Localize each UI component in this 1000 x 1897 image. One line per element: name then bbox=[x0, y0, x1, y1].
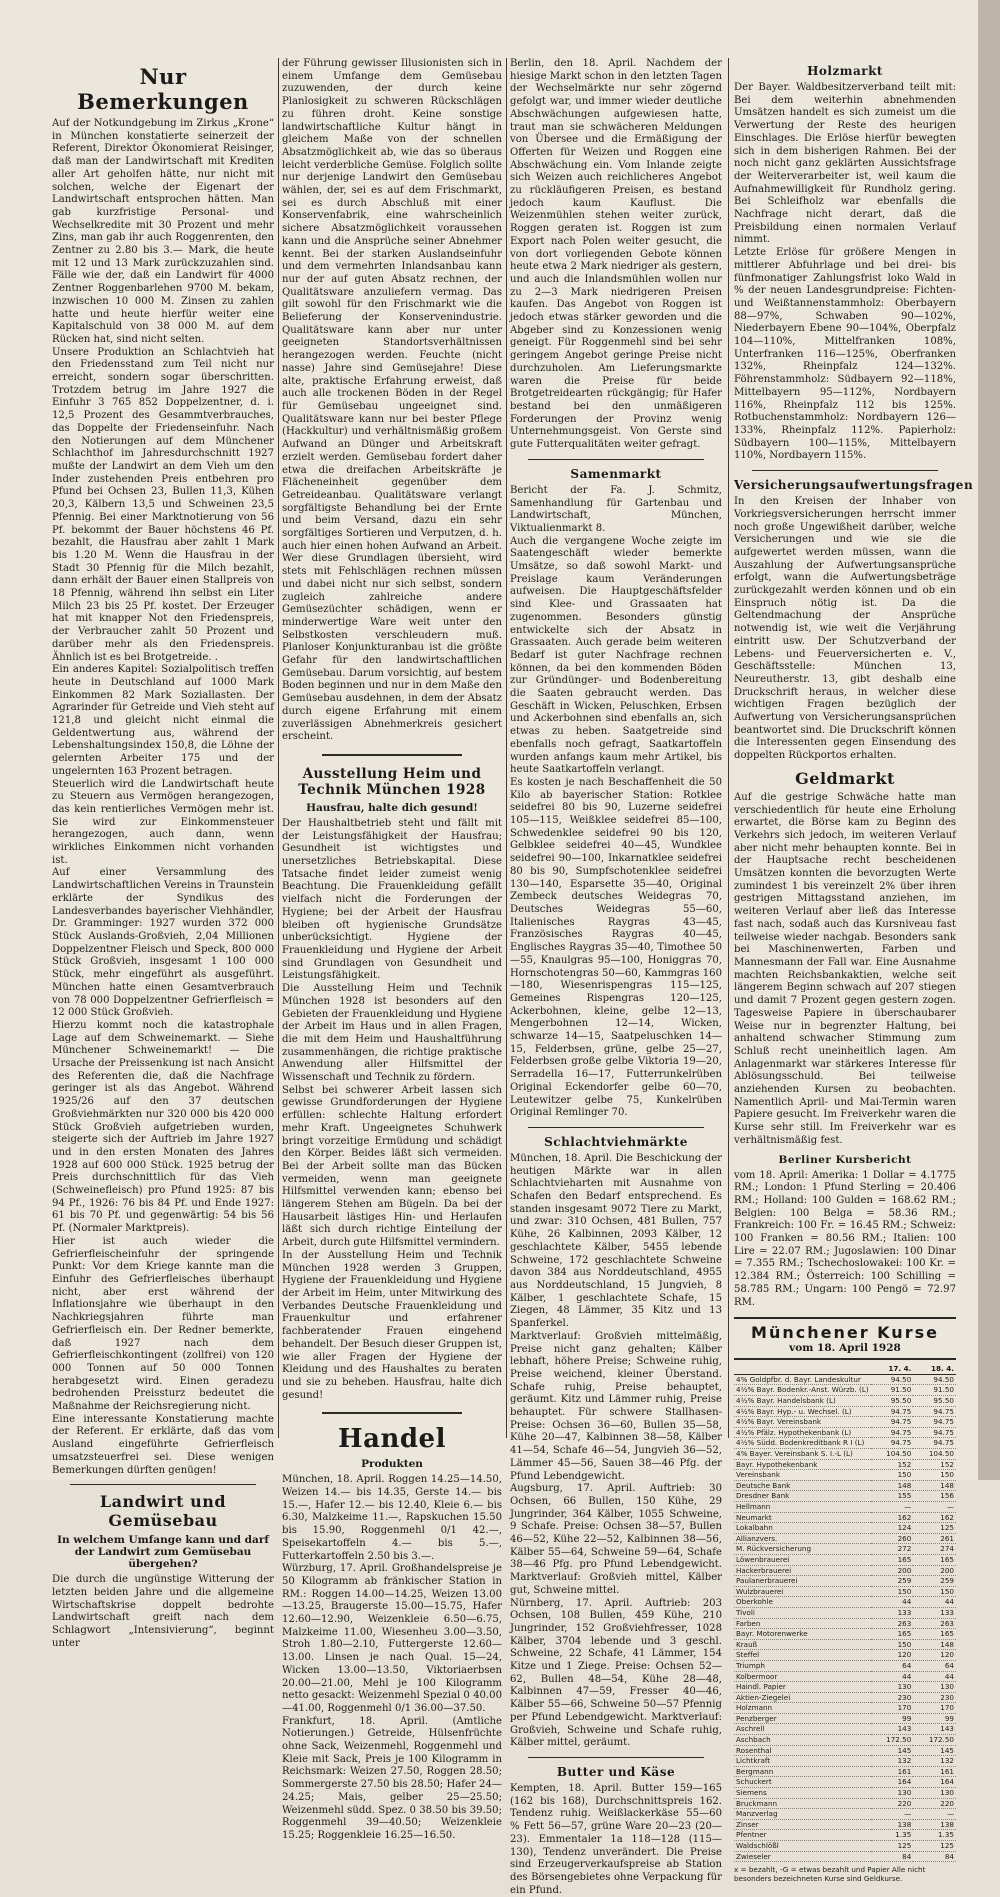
price-17-4: 84 bbox=[871, 1851, 914, 1862]
kurse-row bbox=[734, 1374, 956, 1385]
paragraph: München, 18. April. Die Beschickung der heutigen Märkte war in allen Schlachtvieharten mit Ausnahme von Schafen den Bedarf entsprechend. Es standen insgesamt 9072 Tiere zu Markt, und zwar: 310 Ochsen, 481 Bullen, 757 Kühe, 26 Kalbinnen, 2093 Kälber, 12 geschlachtete Kälber, 5455 lebende Schweine, 172 geschlachtete Schweine davon 384 aus Norddeutschland, 4955 aus Norddeutschland, 15 Jungvieh, 8 Kälber, 1 geschlachtete Schafe, 15 Ziegen, 48 Lämmer, 35 Kitz und 13 Spanferkel. bbox=[510, 1152, 722, 1330]
kurse-row bbox=[734, 1449, 956, 1460]
price-17-4: 260 bbox=[871, 1533, 914, 1544]
kurse-row bbox=[734, 1639, 956, 1650]
kurse-row bbox=[734, 1682, 956, 1693]
security-name: Aschrell bbox=[734, 1724, 871, 1735]
security-name: Hackerbrauerei bbox=[734, 1565, 871, 1576]
kurse-row bbox=[734, 1660, 956, 1671]
article-body-bemerkungen bbox=[52, 118, 274, 1477]
paragraph: Selbst bei schwerer Arbeit lassen sich gewisse Grundforderungen der Hygiene erfüllen: schlechte Haltung erfordert mehr Kraft. Ungeeignetes Schuhwerk bringt vorzeitige Ermüdung und schädigt den Körper. Beides läßt sich vermeiden. Bei der Arbeit sollte man das Bücken vermeiden, wenn man geeignete Hilfsmittel verwenden kann; ebenso bei längerem Stehen am Bügeln. Da bei der Hausarbeit lästiges Hin- und Herlaufen läßt sich durch richtige Einteilung der Arbeit, durch gute Hilfsmittel vermindern. bbox=[282, 1084, 502, 1249]
security-name: 4½% Bayr. Handelsbank (L) bbox=[734, 1396, 871, 1407]
security-name: Pfentner bbox=[734, 1830, 871, 1841]
security-name: Deutsche Bank bbox=[734, 1480, 871, 1491]
security-name: Bergmann bbox=[734, 1766, 871, 1777]
security-name: Tivoli bbox=[734, 1607, 871, 1618]
paragraph: Augsburg, 17. April. Auftrieb: 30 Ochsen, 66 Bullen, 150 Kühe, 29 Jungrinder, 364 Kälber, 1055 Schweine, 9 Schafe. Preise: Ochsen 38—57, Bullen 46—52, Kühe 22—52, Kalbinnen 38—56, Kälber 55—64, Schweine 59—64, Schafe 38—46 Pfg. pro Pfund Lebendgewicht. Marktverlauf: Großvieh mittel, Kälber gut, Schweine mittel. bbox=[510, 1483, 722, 1596]
section-divider bbox=[528, 1757, 704, 1758]
kurse-row bbox=[734, 1819, 956, 1830]
kurse-title: Münchener Kurse bbox=[751, 1323, 939, 1343]
price-18-4: 148 bbox=[913, 1639, 956, 1650]
kurse-row bbox=[734, 1406, 956, 1417]
column-2 bbox=[282, 58, 502, 1843]
security-name: Zwieseler bbox=[734, 1851, 871, 1862]
price-17-4: 162 bbox=[871, 1512, 914, 1523]
price-18-4: 44 bbox=[913, 1597, 956, 1608]
article-subtitle-ausstellung: Hausfrau, halte dich gesund! bbox=[306, 801, 478, 814]
price-18-4: 143 bbox=[913, 1724, 956, 1735]
security-name: Bayr. Motorenwerke bbox=[734, 1629, 871, 1640]
section-divider bbox=[528, 459, 704, 460]
article-title-bemerkungen: Nur Bemerkungen bbox=[77, 64, 249, 114]
kurse-row bbox=[734, 1470, 956, 1481]
kurse-row bbox=[734, 1438, 956, 1449]
section-divider bbox=[322, 754, 462, 756]
paragraph: Die Ausstellung Heim und Technik München 1928 ist besonders auf den Gebieten der Frauenkleidung und Hygiene der Arbeit im Haus und in allen Fragen, die mit dem Heim und Haushaltführung zusammenhängen, die richtige praktische Anwendung aller Hilfsmittel der Wissenschaft und Technik zu fördern. bbox=[282, 983, 502, 1084]
price-17-4: 259 bbox=[871, 1576, 914, 1587]
price-17-4: 1.35 bbox=[871, 1830, 914, 1841]
paragraph: Auch die vergangene Woche zeigte im Saatengeschäft wieder bemerkte Umsätze, so daß sowohl Markt- und Preislage kaum Veränderungen aufweisen. Die Hauptgeschäftsfelder sind Klee- und Grassaaten hat zugenommen. Besonders günstig entwickelte sich der Absatz in Grassaaten. Auch gerade beim weiteren Bedarf ist guter Nachfrage rechnen können, da bei den kommenden Böden zur Gründünger- und Bodenbereitung die Saaten gebraucht werden. Das Geschäft in Wicken, Peluschken, Erbsen und Ackerbohnen sind ebenfalls an, sich etwas zu heben. Saatgetreide sind ebenfalls noch gefragt, Saatkartoffeln wurden anfangs kaum mehr Artikel, bis heute Saatkartoffeln verlangt. bbox=[510, 535, 722, 776]
kurse-row bbox=[734, 1459, 956, 1470]
security-name: M. Rückversicherung bbox=[734, 1544, 871, 1555]
price-18-4: 99 bbox=[913, 1713, 956, 1724]
paragraph: Hier ist auch wieder die Gefrierfleischeinfuhr der springende Punkt: Vor dem Kriege kannte man die Einfuhr des Gefrierfleisches überhaupt nicht, aber erst während der Inflationsjahre wie überhaupt in den Nachkriegsjahren führte man Gefrierfleisch ein. Der Redner bemerkte, daß 1927 nach dem Gefrierfleischkontingent (zollfrei) von 120 000 Tonnen auf 50 000 Tonnen herabgesetzt wird. Einen geradezu bedrohenden Preissturz bedeutet die Maßnahme der Reichsregierung nicht. bbox=[52, 1235, 274, 1413]
article-title-butter-kaese: Butter und Käse bbox=[556, 1765, 676, 1779]
kurse-footnote: x = bezahlt, -G = etwas bezahlt und Papier Alle nicht besonders bezeichneten Kurse sind Geldkurse. bbox=[734, 1865, 926, 1884]
security-name: Lokalbahn bbox=[734, 1523, 871, 1534]
price-17-4: 91.50 bbox=[871, 1385, 914, 1396]
price-17-4: 95.50 bbox=[871, 1396, 914, 1407]
section-subtitle-produkten: Produkten bbox=[361, 1458, 423, 1471]
price-18-4: 220 bbox=[913, 1798, 956, 1809]
article-body-schlachtviehmaerkte bbox=[510, 1153, 722, 1750]
price-18-4: 150 bbox=[913, 1586, 956, 1597]
price-18-4: 152 bbox=[913, 1459, 956, 1470]
price-17-4: 263 bbox=[871, 1618, 914, 1629]
price-18-4: 172.50 bbox=[913, 1735, 956, 1746]
kurse-row bbox=[734, 1427, 956, 1438]
paragraph: Unsere Produktion an Schlachtvieh hat den Friedensstand zum Teil nicht nur erreicht, sondern sogar überschritten. Trotzdem betrug im Jahre 1927 die Einfuhr 3 765 852 Doppelzentner, d. i. 12,5 Prozent des Gesammtverbrauches, das Doppelte der Friedenseinfuhr. Nach den Notierungen auf dem Münchener Schlachthof im Jahresdurchschnitt 1927 mußte der Landwirt an dem Vieh um den Inder zustehenden Preis entbehren pro Pfund bei Ochsen 23, Bullen 11,3, Kühen 20,3, Kälbern 13,5 und Schweinen 23,5 Pfennig. Bei einer Marktnotierung von 56 Pf. bekommt der Bauer höchstens 46 Pf. bezahlt, die Hausfrau aber zahlt 1 Mark bis 1.20 M. Wenn die Hausfrau in der Stadt 30 Pfennig für die Milch bezahlt, dann erhält der Bauer einen Stallpreis von 18 Pfennig, während ihn selbst ein Liter Milch 23 bis 25 Pf. kostet. Der Erzeuger hat mit knapper Not den Friedenspreis, der Verbraucher zahlt 50 Prozent und darüber mehr als den Friedenspreis. Ähnlich ist es bei Brotgetreide. . bbox=[52, 346, 274, 663]
price-18-4: 162 bbox=[913, 1512, 956, 1523]
article-title-versicherung: Versicherungsaufwertungsfragen bbox=[734, 478, 974, 493]
price-18-4: 165 bbox=[913, 1554, 956, 1565]
article-body-samenmarkt bbox=[510, 485, 722, 1120]
kurse-row bbox=[734, 1671, 956, 1682]
price-17-4: 145 bbox=[871, 1745, 914, 1756]
security-name: Löwenbrauerei bbox=[734, 1554, 871, 1565]
security-name: 4½% Pfälz. Hypothekenbank (L) bbox=[734, 1427, 871, 1438]
column-3 bbox=[510, 58, 722, 1897]
price-17-4: — bbox=[871, 1502, 914, 1513]
kurse-row bbox=[734, 1618, 956, 1629]
security-name: Bayr. Hypothekenbank bbox=[734, 1459, 871, 1470]
price-17-4: 94.75 bbox=[871, 1427, 914, 1438]
price-17-4: 44 bbox=[871, 1597, 914, 1608]
article-body-holzmarkt bbox=[734, 82, 956, 463]
price-17-4: 150 bbox=[871, 1586, 914, 1597]
price-18-4: 104.50 bbox=[913, 1449, 956, 1460]
security-name: Hellmann bbox=[734, 1502, 871, 1513]
security-name: Lichtkraft bbox=[734, 1756, 871, 1767]
article-subtitle-gemuesebau: In welchem Umfange kann und darf der Landwirt zum Gemüsebau übergehen? bbox=[57, 1534, 269, 1571]
price-18-4: 261 bbox=[913, 1533, 956, 1544]
price-17-4: 148 bbox=[871, 1480, 914, 1491]
price-18-4: 125 bbox=[913, 1841, 956, 1852]
paragraph: Der Bayer. Waldbesitzerverband teilt mit: Bei dem weiterhin abnehmenden Umsätzen handelt es sich zumeist um die Verwertung der Reste des heurigen Einschlages. Die Erlöse hierfür bewegten sich in dem bisherigen Rahmen. Bei der noch nicht ganz geklärten Aussichtsfrage der Weiterverarbeiter ist, weil kaum die Aufnahmewilligkeit für Rundholz gering. Bei Schleifholz war ebenfalls die Nachfrage nicht derart, daß die Preisbildung einen normalen Verlauf nimmt. bbox=[734, 82, 956, 246]
kurse-row bbox=[734, 1692, 956, 1703]
security-name: Dresdner Bank bbox=[734, 1491, 871, 1502]
security-name: Paulanerbrauerei bbox=[734, 1576, 871, 1587]
security-name: Neumarkt bbox=[734, 1512, 871, 1523]
paragraph: Steuerlich wird die Landwirtschaft heute zu Steuern aus Vermögen herangezogen, das kein rentierliches Vermögen mehr ist. Sie wird zur Einkommensteuer herangezogen, auch dann, wenn wirkliches Einkommen nicht vorhanden ist. bbox=[52, 778, 274, 866]
security-name: Manzverlag bbox=[734, 1809, 871, 1820]
price-18-4: 200 bbox=[913, 1565, 956, 1576]
kurse-row bbox=[734, 1724, 956, 1735]
kurse-row bbox=[734, 1544, 956, 1555]
security-name: Kolbermoor bbox=[734, 1671, 871, 1682]
price-18-4: 91.50 bbox=[913, 1385, 956, 1396]
security-name: Steffel bbox=[734, 1650, 871, 1661]
price-18-4: 132 bbox=[913, 1756, 956, 1767]
article-body-gemuesebau-cont bbox=[282, 58, 502, 744]
security-name: Triumph bbox=[734, 1660, 871, 1671]
security-name: Schuckert bbox=[734, 1777, 871, 1788]
price-17-4: 94.75 bbox=[871, 1406, 914, 1417]
kurse-row bbox=[734, 1607, 956, 1618]
article-body-produkten bbox=[282, 1474, 502, 1842]
price-17-4: 44 bbox=[871, 1671, 914, 1682]
security-name: Wulzbrauerei bbox=[734, 1586, 871, 1597]
article-title-samenmarkt: Samenmarkt bbox=[570, 466, 662, 481]
article-body-geldmarkt bbox=[734, 792, 956, 1148]
column-4 bbox=[734, 58, 974, 1884]
paragraph: In der Ausstellung Heim und Technik München 1928 werden 3 Gruppen, Hygiene der Frauenkleidung und Hygiene der Arbeit im Heim, unter Mitwirkung des Verbandes Deutsche Frauenkleidung und Frauenkultur und erfahrener fachberatender Frauen eingehend behandelt. Der Besuch dieser Gruppen ist, wie aller Fragen der Hygiene der Kleidung und des Haushaltes zu beraten und sie zu beheben. Hausfrau, halte dich gesund! bbox=[282, 1249, 502, 1401]
security-name: Farben bbox=[734, 1618, 871, 1629]
paragraph: vom 18. April: Amerika: 1 Dollar = 4.1775 RM.; London: 1 Pfund Sterling = 20.406 RM.; Holland: 100 Gulden = 168.62 RM.; Belgien: 100 Belga = 58.36 RM.; Frankreich: 100 Fr. = 16.45 RM.; Schweiz: 100 Franken = 80.56 RM.; Italien: 100 Lire = 22.07 RM.; Jugoslawien: 100 Dinar = 7.355 RM.; Tschechoslowakei: 100 Kr. = 12.384 RM.; Österreich: 100 Schilling = 58.785 RM.; Ungarn: 100 Pengö = 72.97 RM. bbox=[734, 1169, 956, 1308]
price-17-4: 94.75 bbox=[871, 1438, 914, 1449]
price-18-4: — bbox=[913, 1502, 956, 1513]
price-18-4: 150 bbox=[913, 1470, 956, 1481]
kurse-row bbox=[734, 1502, 956, 1513]
price-17-4: 94.50 bbox=[871, 1374, 914, 1385]
article-body-berlin bbox=[510, 58, 722, 452]
article-title-holzmarkt: Holzmarkt bbox=[807, 64, 883, 78]
price-17-4: 94.75 bbox=[871, 1417, 914, 1428]
price-18-4: 274 bbox=[913, 1544, 956, 1555]
security-name: 4% Bayer. Vereinsbank S. I.-L (L) bbox=[734, 1449, 871, 1460]
section-divider bbox=[528, 1127, 704, 1128]
paragraph: der Führung gewisser Illusionisten sich in einem Umfange dem Gemüsebau zuzuwenden, der durch keine Planlosigkeit zu schweren Rückschlägen zu führen droht. Keine sonstige landwirtschaftliche Kultur hängt in gleichem Maße von der schnellen Absatzmöglichkeit ab, wie das so überaus leicht verderbliche Gemüse. Folglich sollte nur derjenige Landwirt den Gemüsebau wählen, der, sei es auf dem Frischmarkt, sei es durch Abschluß mit einer Konservenfabrik, eine wahrscheinlich sichere Absatzmöglichkeit voraussehen kann und die Ansprüche seiner Abnehmer kennt. Bei der starken Auslandseinfuhr und dem vermehrten Inlandsanbau kann nur der auf guten Absatz rechnen, der Qualitätsware anzuliefern vermag. Das gilt sowohl für den Frischmarkt wie die Belieferung der Konservenindustrie. Qualitätsware kann aber nur unter geeigneten Standortsverhältnissen herangezogen werden. Feuchte (nicht nasse) Jahre sind Gemüsejahre! Diese alte, praktische Erfahrung erweist, daß auch alle trockenen Böden in der Regel für Gemüsebau ungeeignet sind. Qualitätsware kann nur bei bester Pflege (Hackkultur) und verhältnismäßig großem Aufwand an Dünger und Arbeitskraft erzielt werden. Gemüsebau fordert daher etwa die dreifachen Arbeitskräfte je Flächeneinheit gegenüber dem Getreideanbau. Qualitätsware verlangt sorgfältigste Behandlung bei der Ernte und beim Versand, dazu ein sehr sorgfältiges Sortieren und Verputzen, d. h. auch hier einen hohen Aufwand an Arbeit. Wer diese Grundlagen übersieht, wird stets mit Fehlschlägen rechnen müssen und dabei nicht nur sich selbst, sondern zugleich zahlreiche andere Gemüsezüchter schädigen, wenn er minderwertige Ware weit unter den Selbstkosten verschleudern muß. Planloser Konjunkturanbau ist die größte Gefahr für den landwirtschaftlichen Gemüsebau. Darum vorsichtig, auf bestem Boden beginnen und nur in dem Maße den Gemüsebau ausdehnen, in dem der Absatz durch eigene Erfahrung mit einem zuverlässigen Abnehmerkreis gesichert erscheint. bbox=[282, 58, 502, 743]
kurse-row bbox=[734, 1650, 956, 1661]
kurse-subtitle: vom 18. April 1928 bbox=[789, 1342, 901, 1355]
security-name: 4% Goldpfbr. d. Bayr. Landeskultur bbox=[734, 1374, 871, 1385]
price-18-4: 170 bbox=[913, 1703, 956, 1714]
price-18-4: 94.75 bbox=[913, 1427, 956, 1438]
price-18-4: 130 bbox=[913, 1788, 956, 1799]
security-name: Penzberger bbox=[734, 1713, 871, 1724]
kurse-row bbox=[734, 1396, 956, 1407]
price-18-4: 84 bbox=[913, 1851, 956, 1862]
column-1 bbox=[52, 58, 274, 1650]
column-rule bbox=[278, 58, 279, 1438]
kurse-row bbox=[734, 1533, 956, 1544]
price-18-4: 259 bbox=[913, 1576, 956, 1587]
security-name: 4½% Südd. Bodenkreditbank R I (L) bbox=[734, 1438, 871, 1449]
price-17-4: 120 bbox=[871, 1650, 914, 1661]
price-18-4: 94.50 bbox=[913, 1374, 956, 1385]
price-18-4: 44 bbox=[913, 1671, 956, 1682]
security-name: Waldschlößl bbox=[734, 1841, 871, 1852]
price-17-4: 125 bbox=[871, 1841, 914, 1852]
price-17-4: 143 bbox=[871, 1724, 914, 1735]
security-name: Krauß bbox=[734, 1639, 871, 1650]
kurse-row bbox=[734, 1523, 956, 1534]
kurse-row bbox=[734, 1809, 956, 1820]
price-18-4: 230 bbox=[913, 1692, 956, 1703]
kurse-row bbox=[734, 1766, 956, 1777]
kurse-row bbox=[734, 1756, 956, 1767]
paragraph: Nürnberg, 17. April. Auftrieb: 203 Ochsen, 108 Bullen, 459 Kühe, 210 Jungrinder, 152 Großviehfresser, 1028 Kälber, 3704 lebende und 3 geschl. Schweine, 22 Schafe, 41 Lämmer, 154 Kitze und 1 Ziege. Preise: Ochsen 52—62, Bullen 48—54, Kühe 28—48, Kalbinnen 47—59, Fresser 40—46, Kälber 55—66, Schweine 50—57 Pfennig per Pfund Lebendgewicht. Marktverlauf: Großvieh, Schweine und Schafe ruhig, Kälber mittel, geräumt. bbox=[510, 1597, 722, 1749]
kurse-header-row bbox=[734, 1364, 956, 1374]
article-title-geldmarkt: Geldmarkt bbox=[795, 768, 895, 788]
section-divider bbox=[752, 470, 938, 471]
paragraph: Hierzu kommt noch die katastrophale Lage auf dem Schweinemarkt. — Siehe Münchener Schweinemarkt! — Die Ursache der Preissenkung ist nach Ansicht des Referenten die, daß die Nachfrage geringer ist als das Angebot. Während 1925/26 auf den 37 deutschen Großviehmärkten nur 320 000 bis 420 000 Stück Großvieh aufgetrieben wurden, steigerte sich der Auftrieb im Jahre 1927 und in den ersten Monaten des Jahres 1928 auf 600 000 Stück. 1925 betrug der Preis durchschnittlich für das Vieh (Schweinefleisch) pro Pfund 1925: 87 bis 94 Pf., 1926: 76 bis 84 Pf. und Ende 1927: 61 bis 70 Pf. und gegenwärtig: 54 bis 56 Pf. (Normaler Marktpreis). bbox=[52, 1019, 274, 1235]
price-18-4: 94.75 bbox=[913, 1406, 956, 1417]
price-18-4: 145 bbox=[913, 1745, 956, 1756]
security-name: 4½% Bayr. Hyp.- u. Wechsel. (L) bbox=[734, 1406, 871, 1417]
price-17-4: 161 bbox=[871, 1766, 914, 1777]
price-18-4: 120 bbox=[913, 1650, 956, 1661]
paragraph: Auf einer Versammlung des Landwirtschaftlichen Vereins in Traunstein erklärte der Syndikus des Landesverbandes bayerischer Viehhändler, Dr. Gramminger: 1927 wurden 372 000 Stück Auslands-Großvieh, 2,04 Millionen Doppelzentner Fleisch und Speck, 800 000 Stück Großvieh, insgesamt 1 100 000 Stück, mehr eingeführt als ausgeführt. München hatte einen Gesamtverbrauch von 78 000 Doppelzentner Gefrierfleisch = 12 000 Stück Großvieh. bbox=[52, 867, 274, 1019]
page-edge bbox=[978, 0, 1000, 1480]
kurse-row bbox=[734, 1841, 956, 1852]
article-body-versicherung bbox=[734, 496, 956, 763]
article-title-gemuesebau: Landwirt und Gemüsebau bbox=[99, 1492, 227, 1531]
kurse-table bbox=[734, 1364, 956, 1862]
paragraph: Auf die gestrige Schwäche hatte man verschiedentlich für heute eine Erholung erwartet, die Börse kam zu Beginn des Verkehrs sich jedoch, im weiteren Verlauf aber nicht mehr behaupten konnte. Bei in der Hauptsache recht bescheidenen Umsätzen konnten die bevorzugten Werte zumindest 1 bis vereinzelt 2% über ihren gestrigen Mittagsstand anziehen, im weiteren Verlauf aber ließ das Interesse fast nach, sodaß auch das Kursniveau fast teilweise wieder nachgab. Besonders sank bei Maschinenwerten, Farben und Mannesmann der Fall war. Eine Ausnahme machten Reichsbankaktien, welche seit längerem Beginn schwach auf 207 stiegen und damit 7 Prozent gegen gestern zogen. Tagesweise Papiere in überschaubarer Weise nur in begrenzter Haltung, bei anhaltend schwacher Stimmung zum Schluß recht uneinheitlich lagen. Am Anlagenmarkt war stärkeres Interesse für Ablösungsschuld. Bei teilweise anziehenden Kursen zu beobachten. Namentlich April- und Mai-Termin waren Papiere gesucht. Im Freiverkehr waren die Kurse sehr still. Im Freiverkehr war es verhältnismäßig fest. bbox=[734, 791, 956, 1146]
price-18-4: 165 bbox=[913, 1629, 956, 1640]
kurse-row bbox=[734, 1554, 956, 1565]
price-17-4: 130 bbox=[871, 1788, 914, 1799]
article-body-kursbericht bbox=[734, 1170, 956, 1310]
security-name: Zinser bbox=[734, 1819, 871, 1830]
price-17-4: 172.50 bbox=[871, 1735, 914, 1746]
paragraph: Letzte Erlöse für größere Mengen in mittlerer Abfuhrlage und bei drei- bis fünfmonatiger Zahlungsfrist loko Wald in % der neuen Landesgrundpreise: Fichten- und Weißtannenstammholz: Oberbayern 88—97%, Schwaben 90—102%, Niederbayern Ebene 90—104%, Oberpfalz 104—110%, Mittelfranken 108%, Unterfranken 116—125%, Oberfranken 132%, Rheinpfalz 124—132%. Föhrenstammholz: Südbayern 92—118%, Mittelbayern 95—112%, Nordbayern 116%, Rheinpfalz 112 bis 125%. Rotbuchenstammholz: Nordbayern 126—133%, Rheinpfalz 112%. Papierholz: Südbayern 100—115%, Mittelbayern 110%, Nordbayern 115%. bbox=[734, 247, 956, 462]
security-name: Vereinsbank bbox=[734, 1470, 871, 1481]
price-18-4: 161 bbox=[913, 1766, 956, 1777]
price-17-4: 165 bbox=[871, 1554, 914, 1565]
section-title-handel: Handel bbox=[338, 1424, 446, 1455]
price-18-4: 164 bbox=[913, 1777, 956, 1788]
kurse-row bbox=[734, 1629, 956, 1640]
paragraph: Würzburg, 17. April. Großhandelspreise je 50 Kilogramm ab fränkischer Station in RM.: Roggen 14.00—14.25, Weizen 13.00—13.25, Braugerste 15.00—15.75, Hafer 12.60—12.90, Weizenkleie 6.50—6.75, Malzkeime 11.00, Wiesenheu 3.00—3.50, Stroh 1.80—2.10, Futtergerste 12.60—13.00. Linsen je nach Qual. 15—24, Wicken 13.00—13.50, Viktoriaerbsen 20.00—21.00, Mehl je 100 Kilogramm netto gesackt: Weizenmehl Spezial 0 40.00—41.00, Roggenmehl 0/1 36.00—37.50. bbox=[282, 1563, 502, 1714]
kurse-row bbox=[734, 1703, 956, 1714]
paragraph: Auf der Notkundgebung im Zirkus „Krone“ in München konstatierte seinerzeit der Referent, Direktor Ökonomierat Reisinger, daß man der Landwirtschaft mit Krediten aller Art geholfen hätte, nur nicht mit solchen, welche der Eigenart der Landwirtschaft entsprochen hätten. Man gab kurzfristige Personal- und Wechselkredite mit 30 Prozent und mehr Zins, man gab ihr auch Roggenrenten, den Zentner zu 2.80 bis 3.— Mark, die heute mit 12 und 13 Mark zurückzuzahlen sind. Fälle wie der, daß ein Landwirt für 4000 Zentner Roggenbarlehen 9700 M. bekam, inzwischen 10 000 M. Zinsen zu zahlen hatte und heute hierfür weiter eine Kapitalschuld von 38 000 M. auf dem Rücken hat, sind nicht selten. bbox=[52, 118, 274, 345]
price-18-4: — bbox=[913, 1809, 956, 1820]
section-divider bbox=[322, 1412, 462, 1414]
article-title-kursbericht: Berliner Kursbericht bbox=[778, 1153, 912, 1166]
price-18-4: 138 bbox=[913, 1819, 956, 1830]
security-name: Rosenthal bbox=[734, 1745, 871, 1756]
kurse-row bbox=[734, 1777, 956, 1788]
paragraph: Bericht der Fa. J. Schmitz, Samenhandlung für Gartenbau und Landwirtschaft, München, Viktualienmarkt 8. bbox=[510, 484, 722, 534]
price-17-4: 138 bbox=[871, 1819, 914, 1830]
price-17-4: 230 bbox=[871, 1692, 914, 1703]
price-18-4: 130 bbox=[913, 1682, 956, 1693]
price-17-4: 124 bbox=[871, 1523, 914, 1534]
paragraph: Der Haushaltbetrieb steht und fällt mit der Leistungsfähigkeit der Hausfrau; Gesundheit ist wichtigstes und unersetzliches Betriebskapital. Diese Tatsache findet leider zumeist wenig Beachtung. Die Frauenkleidung gefällt vielfach nicht die Forderungen der Hygiene; bei der Arbeit der Hausfrau bleiben oft hygienische Grundsätze unberücksichtigt. Hygiene der Frauenkleidung und Hygiene der Arbeit sind Grundlagen von Gesundheit und Leistungsfähigkeit. bbox=[282, 817, 502, 982]
price-17-4: 155 bbox=[871, 1491, 914, 1502]
security-name: Aktien-Ziegelei bbox=[734, 1692, 871, 1703]
security-name: Allianzvers. bbox=[734, 1533, 871, 1544]
kurse-row bbox=[734, 1480, 956, 1491]
security-name: Holzmann bbox=[734, 1703, 871, 1714]
price-18-4: 94.75 bbox=[913, 1438, 956, 1449]
price-17-4: 152 bbox=[871, 1459, 914, 1470]
article-title-ausstellung: Ausstellung Heim und Technik München 1928 bbox=[298, 765, 486, 798]
kurse-row bbox=[734, 1385, 956, 1396]
kurse-row bbox=[734, 1417, 956, 1428]
paragraph: Die durch die ungünstige Witterung der letzten beiden Jahre und die allgemeine Wirtschaftskrise doppelt bedrohte Landwirtschaft greift nach dem Schlagwort „Intensivierung“, beginnt unter bbox=[52, 1574, 274, 1649]
price-17-4: 150 bbox=[871, 1639, 914, 1650]
paragraph: Marktverlauf: Großvieh mittelmäßig, Preise nicht ganz gehalten; Kälber lebhaft, höhere Preise; Schweine ruhig, Preise weichend, kleiner Überstand. Schafe ruhig, Preise behauptet, geräumt. Kitz und Lämmer ruhig, Preise behauptet. Für schwere Stallhasen-Preise: Ochsen 36—60, Bullen 35—58, Kühe 20—47, Kalbinnen 38—58, Kälber 41—54, Schafe 46—54, Jungvieh 36—52, Lämmer 45—56, Sauen 38—46 Pfg. der Pfund Lebendgewicht. bbox=[510, 1330, 722, 1482]
price-17-4: — bbox=[871, 1809, 914, 1820]
price-17-4: 150 bbox=[871, 1470, 914, 1481]
paragraph: Ein anderes Kapitel: Sozialpolitisch treffen heute in Deutschland auf 1000 Mark Einkommen 82 Mark Soziallasten. Der Agrarinder für Getreide und Vieh steht auf 121,8 und gleicht nicht einmal die Geldentwertung aus, während der Lebenshaltungsindex 150,8, die Löhne der gelernten Arbeiter 175 und der ungelernten 163 Prozent betragen. bbox=[52, 664, 274, 777]
price-18-4: 156 bbox=[913, 1491, 956, 1502]
kurse-row bbox=[734, 1597, 956, 1608]
article-title-schlachtviehmaerkte: Schlachtviehmärkte bbox=[544, 1134, 688, 1149]
paragraph: In den Kreisen der Inhaber von Vorkriegsversicherungen herrscht immer noch große Ungewißheit darüber, welche Versicherungen und wie sie die aufgewertet werden müssen, wann die Auszahlung der Aufwertungsansprüche erfolgt, wann die Aufwertungsbeträge zurückgezahlt werden können und ob ein Einspruch nötig ist. Da die Geltendmachung der Ansprüche notwendig ist, wie weit die Verjährung eintritt usw. Der Schutzverband der Lebens- und Feuerversicherten e. V., Geschäftsstelle: München 13, Neureutherstr. 13, gibt deshalb eine Druckschrift heraus, in welcher diese wichtigen Fragen bezüglich der Aufwertung von Versicherungsansprüchen beantwortet sind. Die Druckschrift können die Interessenten gegen Einsendung des doppelten Rückportos erhalten. bbox=[734, 496, 956, 762]
article-body-butter-kaese bbox=[510, 1783, 722, 1897]
paragraph: Es kosten je nach Beschaffenheit die 50 Kilo ab bayerischer Station: Rotklee seidefrei 80 bis 90, Luzerne seidefrei 105—115, Weißklee seidefrei 85—100, Schwedenklee seidefrei 90 bis 120, Gelbklee seidefrei 40—45, Wundklee seidefrei 90—100, Inkarnatklee seidefrei 80 bis 90, Sumpfschotenklee seidefrei 130—140, Esparsette 35—40, Original Zembeck deutsches Weidegras 70, Deutsches Weidegras 55—60, Italienisches Raygras 43—45, Französisches Raygras 40—45, Englisches Raygras 35—40, Timothee 50—55, Knaulgras 95—100, Honiggras 70, Hornschotengras 50—60, Kammgras 160—180, Wiesenrispengras 115—125, Gemeines Rispengras 120—125, Ackerbohnen, kleine, gelbe 12—13, Mengerbohnen 12—14, Wicken, schwarze 14—15, Saatpeluschken 14—15, Felderbsen, grüne, gelbe 25—27, Felderbsen große gelbe Viktoria 19—20, Serradella 16—17, Futterrunkelrüben Original Eckendorfer gelbe 60—70, Leutewitzer gelbe 75, Kunkelrüben Original Remlinger 70. bbox=[510, 776, 722, 1119]
price-17-4: 272 bbox=[871, 1544, 914, 1555]
price-18-4: 125 bbox=[913, 1523, 956, 1534]
price-17-4: 99 bbox=[871, 1713, 914, 1724]
price-17-4: 170 bbox=[871, 1703, 914, 1714]
price-17-4: 200 bbox=[871, 1565, 914, 1576]
price-17-4: 133 bbox=[871, 1607, 914, 1618]
price-18-4: 95.50 bbox=[913, 1396, 956, 1407]
price-18-4: 133 bbox=[913, 1607, 956, 1618]
paragraph: Frankfurt, 18. April. (Amtliche Notierungen.) Getreide, Hülsenfrüchte ohne Sack, Weizenmehl, Roggenmehl und Kleie mit Sack, Preis je 100 Kilogramm in Reichsmark: Weizen 27.50, Roggen 28.50; Sommergerste 27.50 bis 28.50; Hafer 24—24.25; Mais, gelber 25—25.50; Weizenmehl südd. Spez. 0 38.50 bis 39.50; Roggenmehl 39—40.50; Weizenkleie 15.25; Roggenkleie 16.25—16.50. bbox=[282, 1715, 502, 1841]
price-17-4: 64 bbox=[871, 1660, 914, 1671]
security-name: Haindl. Papier bbox=[734, 1682, 871, 1693]
security-name: Bruckmann bbox=[734, 1798, 871, 1809]
article-body-gemuesebau bbox=[52, 1574, 274, 1650]
paragraph: München, 18. April. Roggen 14.25—14.50, Weizen 14.— bis 14.35, Gerste 14.— bis 15.—, Hafer 12.— bis 12.40, Kleie 6.— bis 6.30, Malzkeime 11.—, Rapskuchen 15.50 bis 15.90, Roggenmehl 0/1 42.—, Speisekartoffeln 4.— bis 5.—, Futterkartoffeln 2.50 bis 3.—. bbox=[282, 1474, 502, 1562]
price-17-4: 165 bbox=[871, 1629, 914, 1640]
kurse-row bbox=[734, 1830, 956, 1841]
price-18-4: 148 bbox=[913, 1480, 956, 1491]
price-18-4: 263 bbox=[913, 1618, 956, 1629]
kurse-row bbox=[734, 1576, 956, 1587]
price-17-4: 220 bbox=[871, 1798, 914, 1809]
article-body-ausstellung bbox=[282, 818, 502, 1402]
kurse-row bbox=[734, 1491, 956, 1502]
price-18-4: 1.35 bbox=[913, 1830, 956, 1841]
column-rule bbox=[506, 58, 507, 1438]
kurse-col-a: 17. 4. bbox=[871, 1364, 914, 1374]
kurse-row bbox=[734, 1851, 956, 1862]
price-17-4: 130 bbox=[871, 1682, 914, 1693]
price-18-4: 64 bbox=[913, 1660, 956, 1671]
kurse-row bbox=[734, 1586, 956, 1597]
kurse-row bbox=[734, 1745, 956, 1756]
kurse-row bbox=[734, 1512, 956, 1523]
paragraph: Eine interessante Konstatierung machte der Referent. Er erklärte, daß das vom Ausland eingeführte Gefrierfleisch umsatzsteuerfrei sei. Diese wenigen Bemerkungen dürften genügen! bbox=[52, 1413, 274, 1476]
security-name: 4½% Bayr. Bodenkr.-Anst. Würzb. (L) bbox=[736, 1385, 869, 1395]
section-divider bbox=[70, 1484, 256, 1485]
price-17-4: 164 bbox=[871, 1777, 914, 1788]
kurse-header bbox=[734, 1317, 956, 1360]
price-17-4: 132 bbox=[871, 1756, 914, 1767]
paragraph: Kempten, 18. April. Butter 159—165 (162 bis 168), Durchschnittspreis 162. Tendenz ruhig. Weißlackerkäse 55—60 % Fett 56—57, grüne Ware 20—23 (20—23). Emmentaler 1a 118—128 (115—130), Tendenz unverändert. Die Preise sind Erzeugerverkaufspreise ab Station des Börsengebietes ohne Verpackung für ein Pfund. bbox=[510, 1783, 722, 1896]
kurse-row bbox=[734, 1713, 956, 1724]
kurse-row bbox=[734, 1798, 956, 1809]
security-name: Aschbach bbox=[734, 1735, 871, 1746]
paragraph: Berlin, den 18. April. Nachdem der hiesige Markt schon in den letzten Tagen der Wechselmärkte nur sehr zögernd gefolgt war, und immer wieder deutliche Abschwächungen aufgewiesen hatte, traut man sie schwächeren Meldungen von Übersee und die Ermäßigung der Offerten für Weizen und Roggen eine Abschwächung ein. Vom Inlande zeigte sich Weizen auch reichlicheres Angebot zu rückläufigeren Preisen, es bestand jedoch kaum Kauflust. Die Weizenmühlen stehen weiter zurück, Roggen geraten ist. Roggen ist zum Export nach Polen weiter gesucht, die von dort vorliegenden Gebote können heute etwa 2 Mark niedriger als gestern, und auch die Inlandsmühlen wollen nur zu 2—3 Mark niedrigeren Preisen kaufen. Das Angebot von Roggen ist jedoch etwas stärker geworden und die Abgeber sind zu Konzessionen wenig geneigt. Für Roggenmehl sind bei sehr geringem Angebot geringe Preise nicht durchzuholen. Am Lieferungsmarkte waren die Preise für beide Brotgetreidearten rückgängig; für Hafer bestand bei den unmäßigeren Forderungen der Provinz wenig Unternehmungsgeist. Von Gerste sind gute Futterqualitäten weiter gefragt. bbox=[510, 58, 722, 451]
security-name: 4½% Bayr. Vereinsbank bbox=[734, 1417, 871, 1428]
kurse-row bbox=[734, 1565, 956, 1576]
column-rule bbox=[728, 58, 729, 1438]
kurse-row bbox=[734, 1788, 956, 1799]
price-17-4: 104.50 bbox=[871, 1449, 914, 1460]
kurse-col-b: 18. 4. bbox=[913, 1364, 956, 1374]
kurse-row bbox=[734, 1735, 956, 1746]
price-18-4: 94.75 bbox=[913, 1417, 956, 1428]
security-name: Siemens bbox=[734, 1788, 871, 1799]
security-name: Oberkohle bbox=[734, 1597, 871, 1608]
